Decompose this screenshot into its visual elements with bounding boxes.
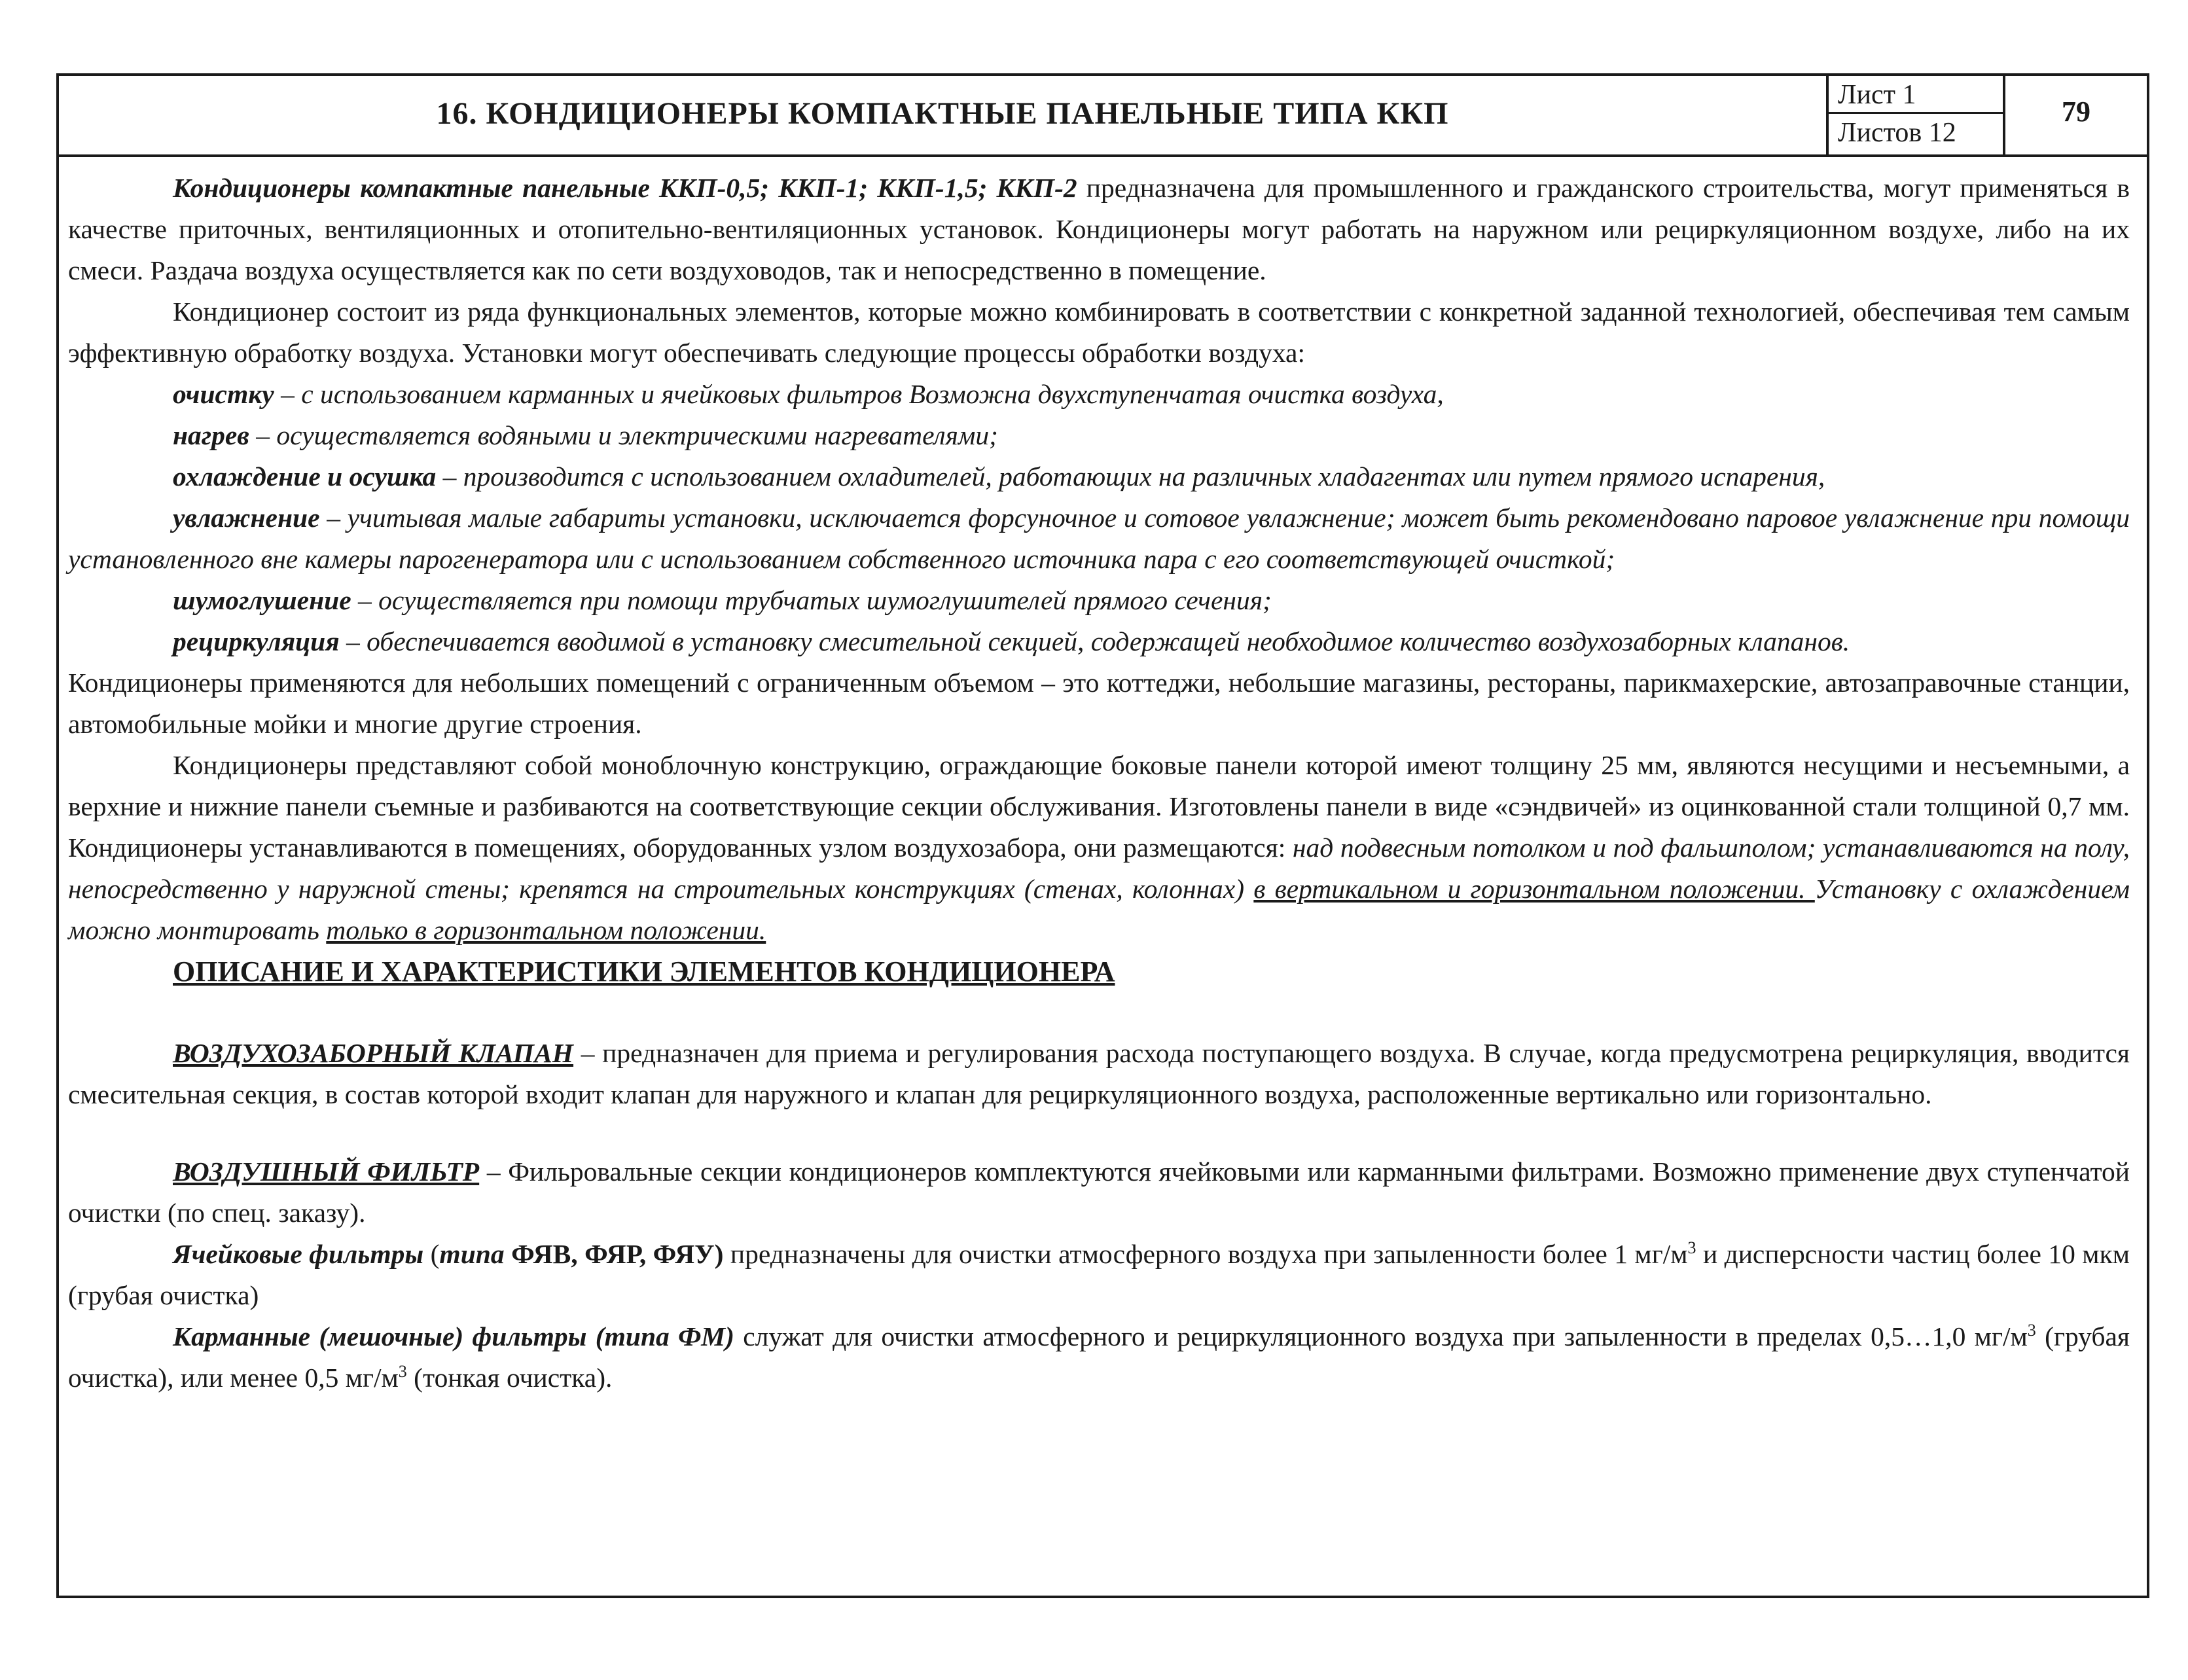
process-item bbox=[68, 456, 2130, 497]
pocket-filter-paragraph bbox=[68, 1316, 2130, 1399]
process-term: рециркуляция bbox=[173, 626, 340, 656]
construction-italic-2: Установку с охлаждением можно монтировать bbox=[68, 874, 2130, 945]
spacer bbox=[68, 1115, 2130, 1151]
process-item bbox=[68, 621, 2130, 662]
section-heading: ОПИСАНИЕ И ХАРАКТЕРИСТИКИ ЭЛЕМЕНТОВ КОНДИЦИОНЕРА bbox=[173, 956, 1115, 988]
cell-filter-text: предназначены для очистки атмосферного воздуха при запыленности более 1 мг/м bbox=[723, 1239, 1688, 1269]
construction-text: Кондиционеры представляют собой моноблочную конструкцию, ограждающие боковые панели которой имеют толщину 25 мм, являются несущими и несъемными, а верхние и нижние панели съемные и разбиваются на соответствующие секции обслуживания. Изготовлены панели в виде «сэндвичей» из оцинкованной стали толщиной 0,7 мм. Кондиционеры устанавливаются в помещениях, оборудованных узлом воздухозабора, они размещаются: bbox=[68, 750, 2130, 863]
process-term: охлаждение и осушка bbox=[173, 461, 437, 491]
document-body bbox=[68, 168, 2130, 1399]
process-text: – с использованием карманных и ячейковых фильтров Возможна двухступенчатая очистка воздуха, bbox=[274, 379, 1444, 409]
cell-types: ФЯВ, ФЯР, ФЯУ) bbox=[504, 1239, 724, 1269]
cell-filter-sup: 3 bbox=[1687, 1238, 1696, 1258]
process-term: очистку bbox=[173, 379, 274, 409]
sheet-label: Лист 1 bbox=[1829, 76, 2003, 114]
process-text: – осуществляется при помощи трубчатых шумоглушителей прямого сечения; bbox=[351, 585, 1272, 615]
process-term: увлажнение bbox=[173, 503, 320, 533]
filter-term: ВОЗДУШНЫЙ ФИЛЬТР bbox=[173, 1156, 480, 1187]
cell-type-open: ( bbox=[423, 1239, 440, 1269]
page-title: 16. КОНДИЦИОНЕРЫ КОМПАКТНЫЕ ПАНЕЛЬНЫЕ ТИПА ККП bbox=[436, 96, 1449, 131]
valve-paragraph bbox=[68, 1033, 2130, 1115]
pocket-filter-lead: Карманные (мешочные) фильтры (типа ФМ) bbox=[173, 1321, 734, 1351]
header bbox=[59, 76, 2147, 157]
page-number: 79 bbox=[2003, 76, 2147, 154]
composition-paragraph: Кондиционер состоит из ряда функциональных элементов, которые можно комбинировать в соответствии с конкретной заданной технологией, обеспечивая тем самым эффективную обработку воздуха. Установки могут обеспечивать следующие процессы обработки воздуха: bbox=[68, 296, 2130, 368]
usage-paragraph: Кондиционеры применяются для небольших помещений с ограниченным объемом – это коттеджи, небольшие магазины, рестораны, парикмахерские, автозаправочные станции, автомобильные мойки и многие другие строения. bbox=[68, 668, 2130, 739]
process-item bbox=[68, 497, 2130, 580]
intro-paragraph bbox=[68, 168, 2130, 291]
construction-italic-1: над подвесным потолком и под фальшполом; устанавливаются на полу, непосредственно у наружной стены; крепятся на строительных конструкциях (стенах, колоннах) bbox=[68, 832, 2130, 904]
intro-text: предназначена для промышленного и гражданского строительства, могут применяться в качестве приточных, вентиляционных и отопительно-вентиляционных установок. Кондиционеры могут работать на наружном или рециркуляционном воздухе, либо на их смеси. Раздача воздуха осуществляется как по сети воздуховодов, так и непосредственно в помещение. bbox=[68, 173, 2130, 285]
pocket-filter-sup-1: 3 bbox=[2027, 1321, 2036, 1340]
valve-text: – предназначен для приема и регулирования расхода поступающего воздуха. В случае, когда предусмотрена рециркуляция, вводится смесительная секция, в состав которой входит клапан для наружного и клапан для рециркуляционного воздуха, расположенные вертикально или горизонтально. bbox=[68, 1038, 2130, 1109]
construction-underline-2: только в горизонтальном положении. bbox=[326, 915, 766, 945]
cell-filter-text-2: и дисперсности частиц более 10 мкм (грубая очистка) bbox=[68, 1239, 2130, 1310]
valve-term: ВОЗДУХОЗАБОРНЫЙ КЛАПАН bbox=[173, 1038, 574, 1068]
filter-paragraph bbox=[68, 1151, 2130, 1234]
cell-type-word: типа bbox=[439, 1239, 505, 1269]
process-text: – производится с использованием охладителей, работающих на различных хладагентах или путем прямого испарения, bbox=[436, 461, 1825, 491]
process-list bbox=[68, 374, 2130, 662]
pocket-filter-sup-2: 3 bbox=[398, 1362, 407, 1382]
process-text: – учитывая малые габариты установки, исключается форсуночное и сотовое увлажнение; может быть рекомендовано паровое увлажнение при помощи установленного вне камеры парогенератора или с использованием собственного источника пара с его соответствующей очисткой; bbox=[68, 503, 2130, 574]
process-term: нагрев bbox=[173, 420, 249, 450]
process-item bbox=[68, 374, 2130, 415]
cell-filter-lead: Ячейковые фильтры bbox=[173, 1239, 424, 1269]
process-item bbox=[68, 415, 2130, 456]
process-text: – осуществляется водяными и электрическими нагревателями; bbox=[249, 420, 998, 450]
process-text: – обеспечивается вводимой в установку смесительной секцией, содержащей необходимое количество воздухозаборных клапанов. bbox=[339, 626, 1850, 656]
intro-lead: Кондиционеры компактные панельные ККП-0,5; ККП-1; ККП-1,5; ККП-2 bbox=[173, 173, 1077, 203]
pocket-filter-text-3: (тонкая очистка). bbox=[406, 1363, 613, 1393]
sheet-info bbox=[1826, 76, 2003, 154]
cell-filter-paragraph bbox=[68, 1234, 2130, 1316]
process-term: шумоглушение bbox=[173, 585, 351, 615]
filter-text: – Фильровальные секции кондиционеров комплектуются ячейковыми или карманными фильтрами. Возможно применение двух ступенчатой очистки (по спец. заказу). bbox=[68, 1156, 2130, 1228]
page-frame bbox=[56, 73, 2149, 1598]
construction-paragraph bbox=[68, 745, 2130, 951]
pocket-filter-text-2: (грубая очистка), или менее 0,5 мг/м bbox=[68, 1321, 2130, 1393]
sheets-label: Листов 12 bbox=[1838, 118, 1956, 148]
process-item bbox=[68, 580, 2130, 621]
pocket-filter-text: служат для очистки атмосферного и рециркуляционного воздуха при запыленности в пределах 0,5…1,0 мг/м bbox=[734, 1321, 2028, 1351]
construction-underline-1: в вертикальном и горизонтальном положении. bbox=[1253, 874, 1815, 904]
